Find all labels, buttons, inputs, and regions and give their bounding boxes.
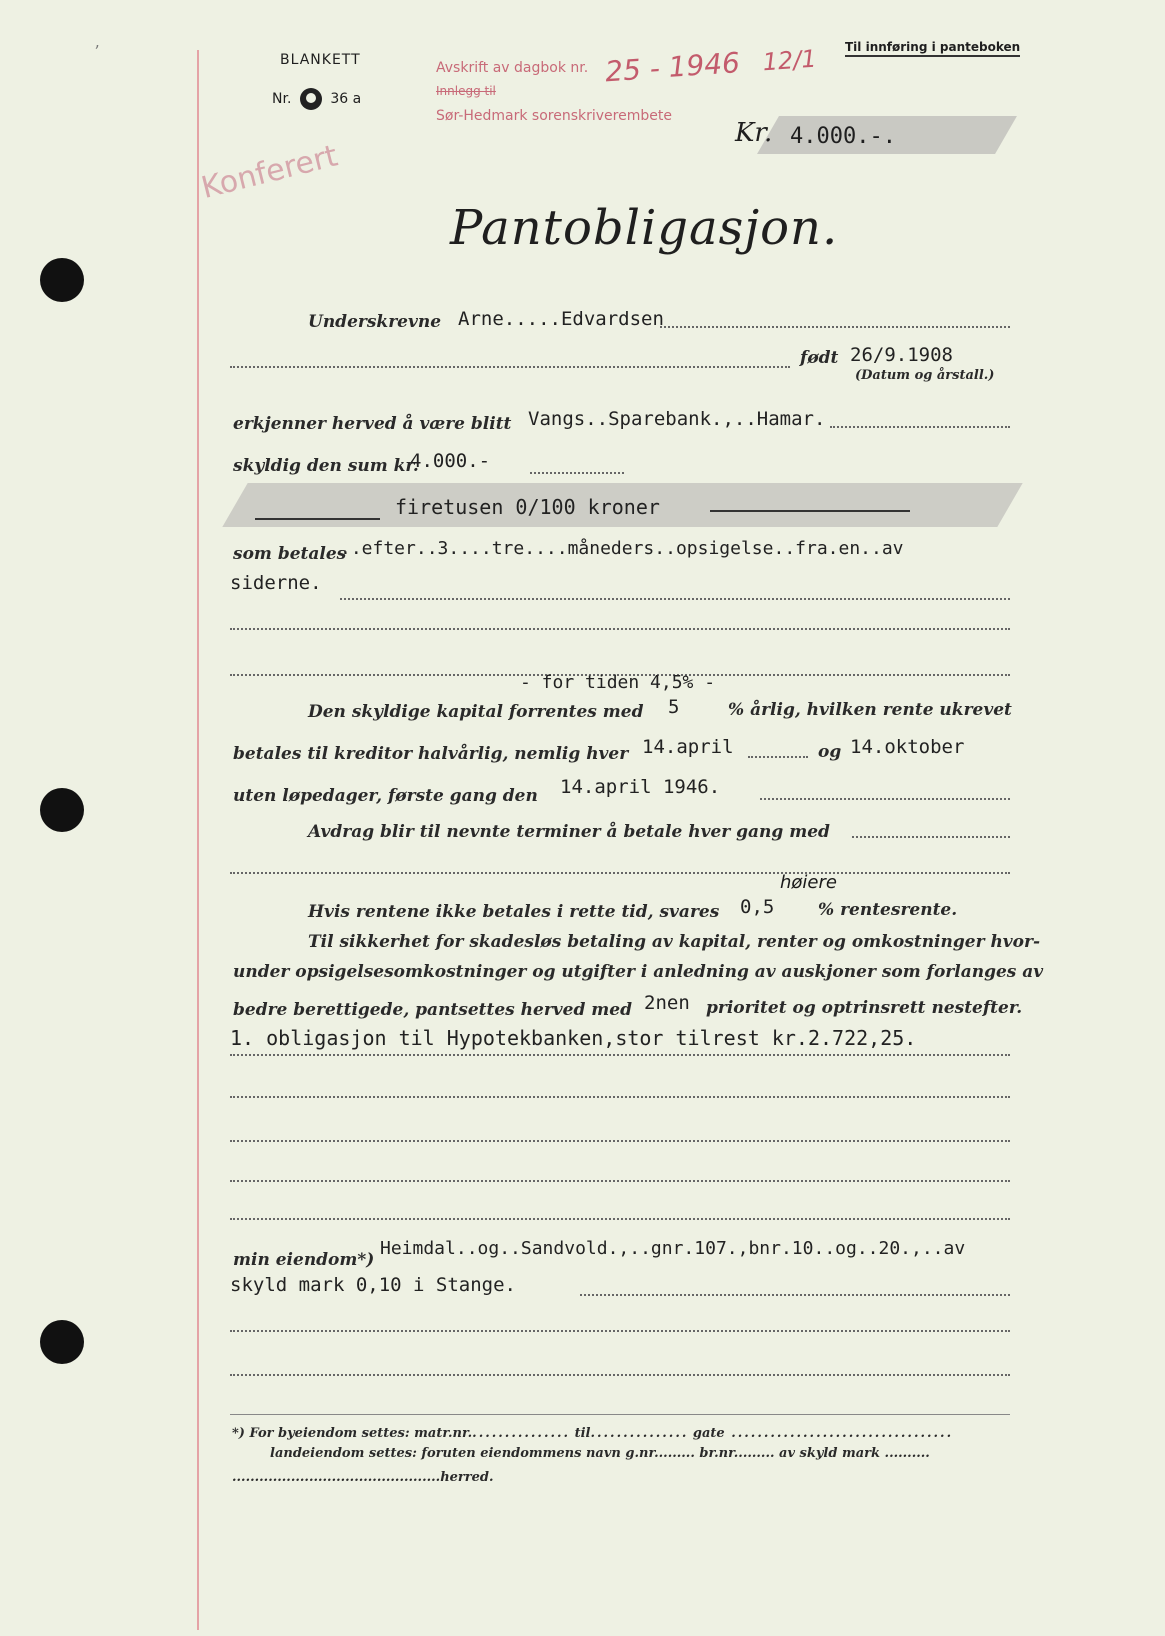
eiendom-label: min eiendom*)	[233, 1250, 375, 1270]
underskrevne-label: Underskrevne	[308, 312, 442, 332]
corner-mark: ʼ	[94, 42, 100, 61]
obligasjon-line: 1. obligasjon til Hypotekbanken,stor tilrest kr.2.722,25.	[230, 1026, 917, 1050]
form-number	[272, 88, 361, 110]
footnote-skyld: av skyld mark	[779, 1446, 881, 1461]
lopedager-label: uten løpedager, første gang den	[233, 786, 538, 806]
svares-label-b: % rentesrente.	[818, 900, 958, 920]
binder-hole	[40, 788, 84, 832]
sikkerhet-line-1: Til sikkerhet for skadesløs betaling av kapital, renter og omkostninger hvor-	[308, 932, 1041, 952]
dotted-line	[748, 756, 808, 758]
stamp-dagbok: dagbok nr.	[514, 60, 589, 76]
margin-line	[197, 50, 199, 1630]
sikkerhet-line-2: under opsigelsesomkostninger og utgifter i anledning av auskjoner som forlanges av	[233, 962, 1044, 982]
document-title: Pantobligasjon.	[450, 200, 839, 256]
dagbok-number-value: 25 - 1946	[604, 46, 741, 89]
footnote-herred: herred.	[440, 1470, 494, 1485]
seal-icon	[300, 88, 322, 110]
amount-words: firetusen 0/100 kroner	[395, 495, 660, 519]
kreditor-value-2: 14.oktober	[850, 736, 965, 758]
footnote-line-2: landeiendom settes: foruten eiendommens navn g.nr......... br.nr......... av skyld mark ..........	[270, 1446, 930, 1461]
stamp-line-2	[436, 84, 496, 98]
svares-note: høiere	[780, 872, 837, 893]
erkjenner-label: erkjenner herved å være blitt	[233, 414, 512, 434]
dotted-line	[230, 366, 790, 368]
prioritet-label-a: bedre berettigede, pantsettes herved med	[233, 1000, 632, 1020]
prioritet-label-b: prioritet og optrinsrett nestefter.	[706, 998, 1023, 1018]
rente-label-b: % årlig, hvilken rente ukrevet	[728, 700, 1012, 720]
betales-value: ..efter..3....tre....måneders..opsigelse..fra.en..av	[340, 538, 904, 559]
skyldig-value: 4.000.-	[410, 450, 491, 472]
footnote-til: til	[574, 1426, 591, 1441]
dotted-line	[530, 472, 624, 474]
kr-value: 4.000.-.	[790, 124, 896, 149]
footnote-gate: gate	[692, 1426, 725, 1441]
top-right-label: Til innføring i panteboken	[845, 40, 1020, 57]
stamp-innlegg: Innlegg til	[436, 84, 496, 98]
dotted-line	[230, 872, 1010, 874]
stamp-embete: Sør-Hedmark sorenskriverembete	[436, 108, 672, 124]
stamp-line-3	[436, 108, 672, 124]
dagbok-number	[604, 41, 817, 89]
avdrag-label: Avdrag blir til nevnte terminer å betale hver gang med	[308, 822, 830, 842]
dotted-line	[760, 798, 1010, 800]
dotted-line	[230, 1218, 1010, 1220]
dash-line	[710, 510, 910, 512]
kreditor-og: og	[818, 742, 842, 762]
dotted-line	[340, 598, 1010, 600]
dotted-line	[230, 628, 1010, 630]
svares-label-a: Hvis rentene ikke betales i rette tid, svares	[308, 902, 720, 922]
kr-label: Kr.	[735, 118, 773, 148]
dotted-line	[230, 1330, 1010, 1332]
rente-label-a: Den skyldige kapital forrentes med	[308, 702, 644, 722]
skyldig-label: skyldig den sum kr.	[233, 456, 419, 476]
rente-note: - for tiden 4,5% -	[520, 672, 716, 693]
prioritet-value: 2nen	[644, 992, 690, 1014]
fodt-label: født	[800, 348, 839, 368]
footnote-rule	[230, 1414, 1010, 1415]
dotted-line	[852, 836, 1010, 838]
dotted-line	[580, 1294, 1010, 1296]
lopedager-value: 14.april 1946.	[560, 776, 721, 798]
dotted-line	[830, 426, 1010, 428]
dagbok-date: 12/1	[761, 44, 818, 77]
konferert-stamp: Konferert	[198, 138, 342, 206]
rente-value: 5	[668, 696, 680, 718]
stamp-line-1	[436, 60, 588, 76]
dotted-line	[660, 326, 1010, 328]
footnote-line-1: *) For byeiendom settes: matr.nr................ til............... gate ..................................	[232, 1426, 954, 1441]
dash-line	[255, 518, 380, 520]
fodt-value: 26/9.1908	[850, 344, 953, 366]
footnote-landeiendom: landeiendom settes: foruten eiendommens navn g.nr.	[270, 1446, 659, 1461]
eiendom-value: Heimdal..og..Sandvold.,..gnr.107.,bnr.10..og..20.,..av	[380, 1238, 966, 1259]
footnote-line-3: ..............................................herred.	[232, 1470, 494, 1485]
dotted-line	[230, 1054, 1010, 1056]
fodt-hint: (Datum og årstall.)	[855, 368, 995, 383]
footnote-byeiendom: *) For byeiendom settes: matr.nr.	[232, 1426, 473, 1441]
dotted-line	[230, 1180, 1010, 1182]
dotted-line	[230, 1140, 1010, 1142]
dotted-line	[230, 1374, 1010, 1376]
binder-hole	[40, 258, 84, 302]
binder-hole	[40, 1320, 84, 1364]
nr-value: 36 a	[330, 91, 362, 107]
kreditor-value-1: 14.april	[642, 736, 734, 758]
betales-label: som betales	[233, 544, 347, 564]
blankett-label: BLANKETT	[280, 52, 361, 68]
nr-label: Nr.	[272, 91, 292, 107]
kreditor-label: betales til kreditor halvårlig, nemlig hver	[233, 744, 629, 764]
footnote-brnr: br.nr.	[699, 1446, 739, 1461]
svares-value: 0,5	[740, 896, 775, 918]
underskrevne-value: Arne.....Edvardsen	[458, 308, 664, 330]
stamp-avskrift: Avskrift av	[436, 60, 510, 76]
eiendom-value-2: skyld mark 0,10 i Stange.	[230, 1274, 516, 1296]
erkjenner-value: Vangs..Sparebank.,..Hamar.	[528, 408, 826, 430]
betales-value-2: siderne.	[230, 572, 322, 594]
dotted-line	[230, 1096, 1010, 1098]
